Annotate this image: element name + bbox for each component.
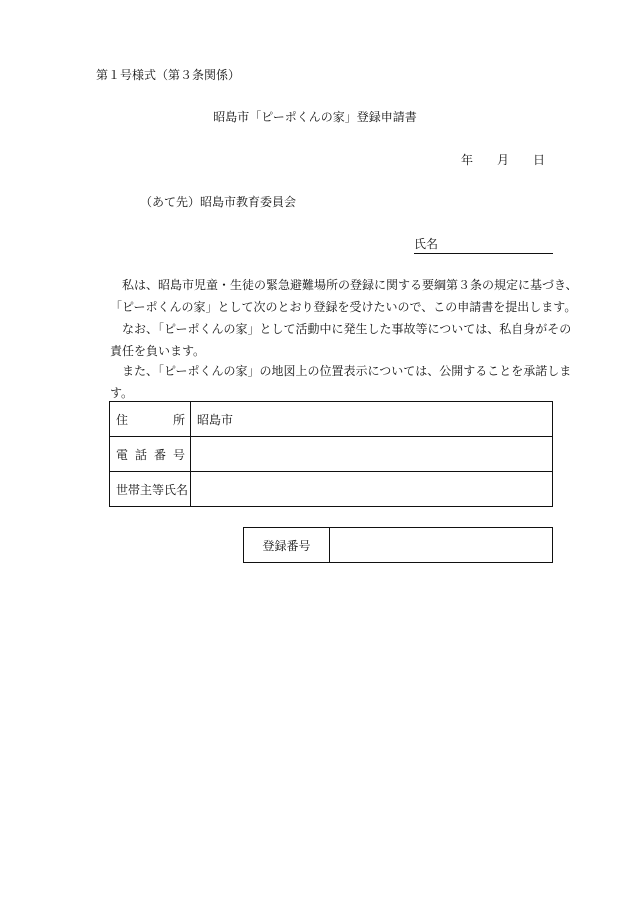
phone-label-char: 番 [153,447,166,462]
phone-field[interactable] [191,437,553,472]
householder-field[interactable] [191,472,553,507]
date-month: 月 [497,153,510,167]
addressee: （あて先）昭島市教育委員会 [140,195,297,209]
paragraph-responsibility [110,318,572,362]
document-title: 昭島市「ピーポくんの家」登録申請書 [213,110,417,124]
address-label [110,402,191,437]
address-label-char: 住 [116,412,129,427]
form-number: 第１号様式（第３条関係） [96,68,241,82]
registration-number-field[interactable] [330,528,553,563]
date-day: 日 [533,153,546,167]
date-year: 年 [461,153,474,167]
paragraph-line: 私は、昭島市児童・生徒の緊急避難場所の登録に関する要綱第３条の規定に基づき、 [110,278,578,292]
address-field[interactable]: 昭島市 [191,402,553,437]
paragraph-consent [110,360,572,404]
table-row-phone [110,437,553,472]
paragraph-line: す。 [110,386,134,400]
address-label-char: 所 [172,412,185,427]
table-row-householder [110,472,553,507]
paragraph-line: なお、「ピーポくんの家」として活動中に発生した事故等については、私自身がその [110,322,572,336]
date-line [461,151,545,168]
householder-label: 世帯主等氏名 [110,472,191,507]
phone-label-char: 号 [172,447,185,462]
applicant-name-label: 氏名 [414,237,439,251]
phone-label-char: 話 [134,447,147,462]
registration-number-label: 登録番号 [244,528,330,563]
table-row-registration [244,528,553,563]
paragraph-line: 「ピーポくんの家」として次のとおり登録を受けたいので、この申請書を提出します。 [110,300,577,314]
paragraph-line: また、「ピーポくんの家」の地図上の位置表示については、公開することを承諾しま [110,364,572,378]
registration-number-table [243,527,553,563]
table-row-address [110,402,553,437]
paragraph-application [110,274,578,318]
paragraph-line: 責任を負います。 [110,344,206,358]
applicant-info-table [109,401,553,507]
phone-label-char: 電 [116,447,129,462]
applicant-name-field[interactable] [414,235,553,254]
phone-label [110,437,191,472]
